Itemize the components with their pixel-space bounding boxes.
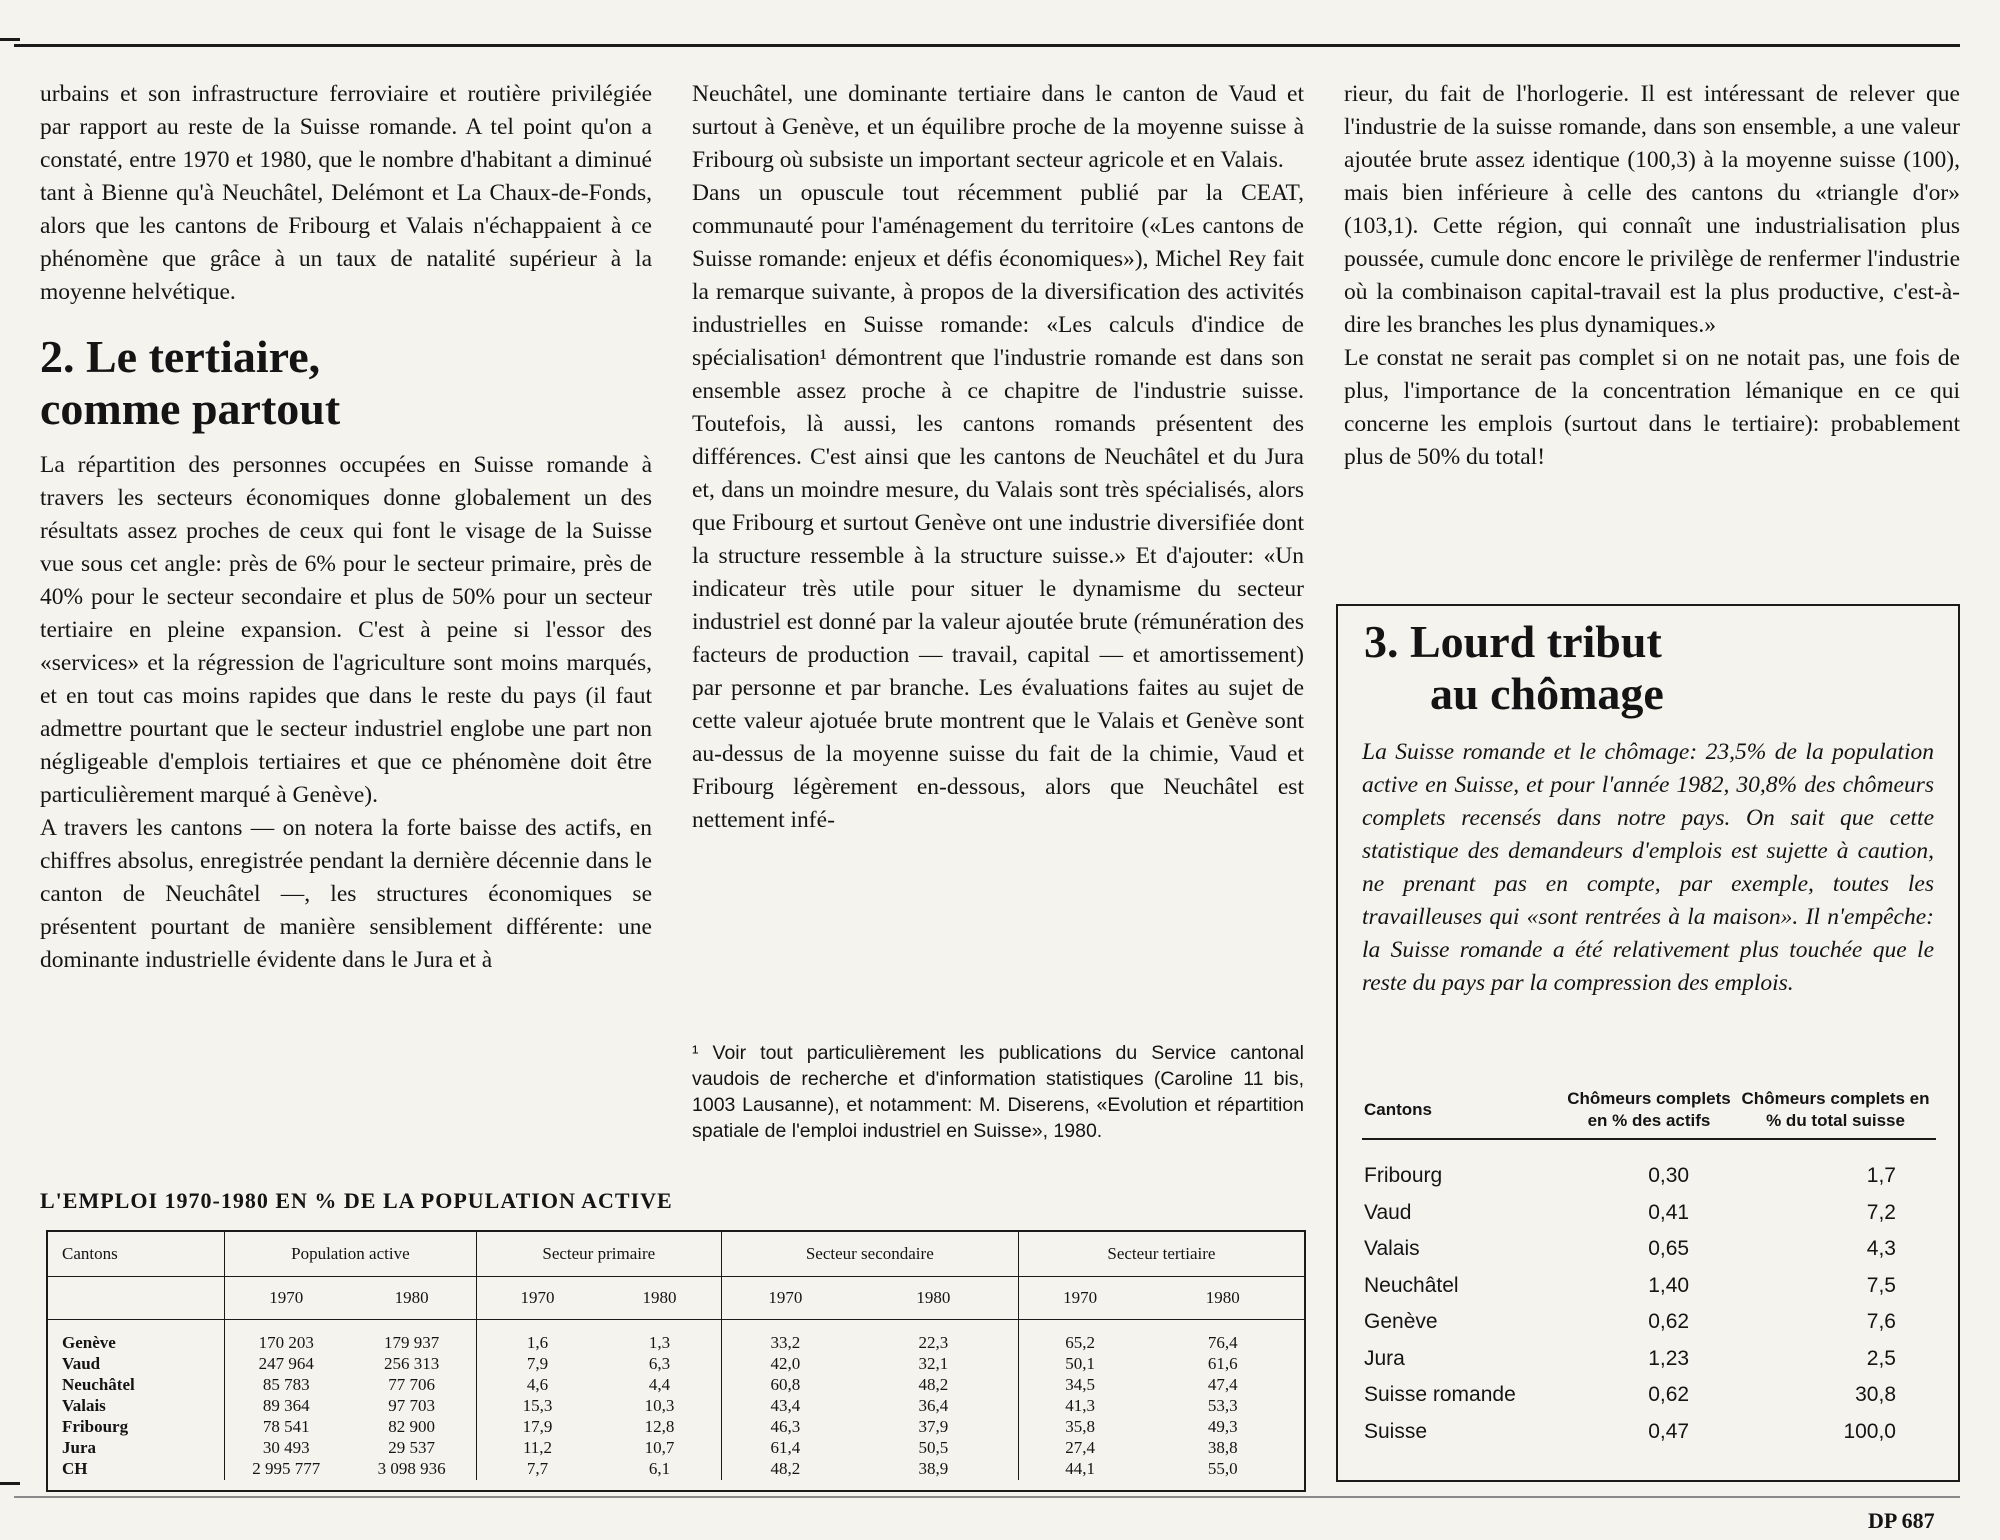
table-row — [1362, 1414, 1936, 1451]
cell-value: 49,3 — [1207, 1417, 1238, 1436]
emploi-year-row — [48, 1277, 1304, 1320]
canton-name: Fribourg — [1364, 1164, 1443, 1188]
column-1-paragraph-2: A travers les cantons — on notera la forte baisse des actifs, en chiffres absolus, enregistrée pendant la dernière décennie dans le canton de Neuchâtel —, les structures économiques se présentent pourtant de manière sensiblement différente: une dominante industrielle évidente dans le Jura et à — [40, 815, 652, 973]
column-2 — [692, 78, 1304, 837]
table-row — [1362, 1377, 1936, 1414]
section-2-heading-line1: 2. Le tertiaire, — [40, 331, 321, 382]
canton-name: Fribourg — [62, 1417, 129, 1436]
cell-value: 1,3 — [648, 1333, 671, 1352]
table-row — [1362, 1231, 1936, 1268]
canton-name: Valais — [1364, 1237, 1420, 1261]
cell-value: 15,3 — [522, 1396, 553, 1415]
footnote-text: ¹ Voir tout particulièrement les publications du Service cantonal vaudois de recherche et d'information statistiques (Caroline 11 bis, 1003 Lausanne), et notamment: M. Diserens, «Evolution et répartition spatiale de l'emploi industriel en Suisse», 1980. — [692, 1042, 1304, 1142]
cell-value: 85 783 — [262, 1375, 310, 1394]
cell-value: 6,3 — [648, 1354, 671, 1373]
canton-name: Vaud — [1364, 1200, 1412, 1224]
cell-value: 65,2 — [1065, 1333, 1096, 1352]
table-row — [1362, 1268, 1936, 1305]
cell-value: 37,9 — [918, 1417, 949, 1436]
canton-name: Genève — [1364, 1310, 1438, 1334]
cell-value: 42,0 — [770, 1354, 801, 1373]
cell-value: 7,9 — [526, 1354, 549, 1373]
cell-value: 78 541 — [262, 1417, 310, 1436]
section-3-heading — [1364, 616, 1958, 720]
page-number: DP 687 — [1868, 1508, 1935, 1533]
section-2-heading — [40, 331, 652, 435]
cell-value: 36,4 — [918, 1396, 949, 1415]
chomage-col-cantons: Cantons — [1362, 1088, 1563, 1139]
chomage-actifs-value: 0,47 — [1648, 1419, 1690, 1443]
table-row — [1362, 1304, 1936, 1341]
cell-value: 6,1 — [648, 1459, 671, 1478]
cell-value: 43,4 — [770, 1396, 801, 1415]
cell-value: 4,4 — [648, 1375, 671, 1394]
cell-value: 55,0 — [1207, 1459, 1238, 1478]
emploi-body — [48, 1320, 1304, 1481]
chomage-total-value: 7,2 — [1866, 1200, 1896, 1224]
emploi-col-cantons: Cantons — [48, 1232, 224, 1277]
column-3-paragraph-1: rieur, du fait de l'horlogerie. Il est intéressant de relever que l'industrie de la suisse romande, dans son ensemble, a une valeur ajoutée brute assez identique (100,3) à la moyenne suisse (100), mais bien inférieure à celle des cantons du «triangle d'or» (103,1). Cette région, qui connaît une industrialisation plus poussée, cumule donc encore le privilège de renfermer l'industrie où la combinaison capital-travail est la plus productive, c'est-à-dire les branches les plus dynamiques.» — [1344, 81, 1960, 338]
chomage-col-total: Chômeurs complets en % du total suisse — [1735, 1088, 1936, 1139]
cell-value: 1,6 — [526, 1333, 549, 1352]
canton-name: Jura — [1364, 1346, 1405, 1370]
canton-name: Neuchâtel — [1364, 1273, 1459, 1297]
emploi-col-population: Population active — [224, 1232, 476, 1277]
cell-value: 2 995 777 — [252, 1459, 321, 1478]
canton-name: Suisse romande — [1364, 1383, 1516, 1407]
cell-value: 44,1 — [1065, 1459, 1096, 1478]
cell-value: 34,5 — [1065, 1375, 1096, 1394]
footnote — [692, 1040, 1304, 1144]
chomage-col-actifs: Chômeurs complets en % des actifs — [1563, 1088, 1735, 1139]
chomage-total-value: 2,5 — [1866, 1346, 1896, 1370]
secondaire-1970-values — [721, 1320, 849, 1481]
cell-value: 53,3 — [1207, 1396, 1238, 1415]
year-1970: 1970 — [224, 1277, 347, 1320]
emploi-col-primaire: Secteur primaire — [476, 1232, 721, 1277]
canton-name: Vaud — [62, 1354, 101, 1373]
column-1-paragraph-1: La répartition des personnes occupées en Suisse romande à travers les secteurs économiques donne globalement un des résultats assez proches de ceux qui font le visage de la Suisse vue sous cet angle: près de 6% pour le secteur primaire, près de 40% pour le secteur secondaire et plus de 50% pour un secteur tertiaire en pleine expansion. C'est à peine si l'essor des «services» et la régression de l'agriculture sont moins marqués, et en tout cas moins rapides que dans le reste du pays (il faut admettre pourtant que le secteur industriel englobe une part non négligeable d'emplois tertiaires et que ce phénomène doit être particulièrement marqué à Genève). — [40, 452, 652, 808]
cell-value: 33,2 — [770, 1333, 801, 1352]
section-3-heading-line2: au chômage — [1430, 668, 1664, 719]
emploi-table — [46, 1230, 1306, 1492]
cell-value: 77 706 — [388, 1375, 436, 1394]
chomage-total-value: 7,5 — [1866, 1273, 1896, 1297]
cell-value: 50,5 — [918, 1438, 949, 1457]
emploi-cantons-list — [48, 1320, 224, 1481]
chomage-actifs-value: 0,65 — [1648, 1237, 1690, 1261]
chomage-box — [1336, 604, 1960, 1482]
year-1980: 1980 — [1141, 1277, 1304, 1320]
chomage-total-value: 30,8 — [1855, 1383, 1896, 1407]
emploi-header-row — [48, 1232, 1304, 1277]
column-3-paragraph-2: Le constat ne serait pas complet si on ne notait pas, une fois de plus, l'importance de la concentration lémanique en ce qui concerne les emplois (surtout dans le tertiaire): probablement plus de 50% du total! — [1344, 345, 1960, 470]
cell-value: 32,1 — [918, 1354, 949, 1373]
cell-value: 61,6 — [1207, 1354, 1238, 1373]
cell-value: 89 364 — [262, 1396, 310, 1415]
bottom-rule — [14, 1496, 1960, 1498]
cell-value: 22,3 — [918, 1333, 949, 1352]
primaire-1980-values — [598, 1320, 721, 1481]
cell-value: 38,9 — [918, 1459, 949, 1478]
cell-value: 48,2 — [770, 1459, 801, 1478]
column-1-intro: urbains et son infrastructure ferroviaire et routière privilégiée par rapport au reste de la Suisse romande. A tel point qu'on a constaté, entre 1970 et 1980, que le nombre d'habitant a diminué tant à Bienne qu'à Neuchâtel, Delémont et La Chaux-de-Fonds, alors que les cantons de Fribourg et Valais n'échappaient à ce phénomène que grâce à un taux de natalité supérieur à la moyenne helvétique. — [40, 81, 652, 305]
tertiaire-1980-values — [1141, 1320, 1304, 1481]
chomage-actifs-value: 0,62 — [1648, 1383, 1690, 1407]
chomage-actifs-value: 1,40 — [1648, 1273, 1690, 1297]
canton-name: Genève — [62, 1333, 116, 1352]
cell-value: 29 537 — [388, 1438, 436, 1457]
cell-value: 35,8 — [1065, 1417, 1096, 1436]
cell-value: 256 313 — [384, 1354, 440, 1373]
cell-value: 17,9 — [522, 1417, 553, 1436]
pop-1970-values — [224, 1320, 347, 1481]
cell-value: 38,8 — [1207, 1438, 1238, 1457]
chomage-total-value: 1,7 — [1866, 1164, 1896, 1188]
chomage-table — [1362, 1088, 1936, 1450]
year-1980: 1980 — [849, 1277, 1018, 1320]
emploi-col-secondaire: Secteur secondaire — [721, 1232, 1018, 1277]
cell-value: 50,1 — [1065, 1354, 1096, 1373]
pop-1980-values — [347, 1320, 476, 1481]
column-2-paragraph-2: Dans un opuscule tout récemment publié par la CEAT, communauté pour l'aménagement du territoire («Les cantons de Suisse romande: enjeux et défis économiques»), Michel Rey fait la remarque suivante, à propos de la diversification des activités industrielles en Suisse romande: «Les calculs d'indice de spécialisation¹ démontrent que l'industrie romande est dans son ensemble assez proche à ce chapitre de l'industrie suisse. Toutefois, là aussi, les cantons romands présentent des différences. C'est ainsi que les cantons de Neuchâtel et du Jura et, dans un moindre mesure, du Valais sont très spécialisés, alors que Fribourg et surtout Genève ont une industrie diversifiée dont la structure ressemble à la structure suisse.» Et d'ajouter: «Un indicateur très utile pour situer le dynamisme du secteur industriel est donné par la valeur ajoutée brute (rémunération des facteurs de production — travail, capital — et amortissement) par personne et par branche. Les évaluations faites au sujet de cette valeur ajotuée brute montrent que le Valais et Genève sont au-dessus de la moyenne suisse du fait de la chimie, Vaud et Fribourg légèrement en-dessous, alors que Neuchâtel est nettement infé- — [692, 180, 1304, 833]
cell-value: 3 098 936 — [377, 1459, 446, 1478]
chomage-actifs-value: 0,62 — [1648, 1310, 1690, 1334]
column-2-paragraph-1: Neuchâtel, une dominante tertiaire dans le canton de Vaud et surtout à Genève, et un équilibre proche de la moyenne suisse à Fribourg où subsiste un important secteur agricole et en Valais. — [692, 81, 1304, 173]
chomage-actifs-value: 1,23 — [1648, 1346, 1690, 1370]
margin-tick — [0, 38, 20, 41]
chomage-actifs-value: 0,41 — [1648, 1200, 1690, 1224]
table-row — [1362, 1139, 1936, 1195]
canton-name: Suisse — [1364, 1419, 1428, 1443]
year-1970: 1970 — [476, 1277, 598, 1320]
canton-name: Valais — [62, 1396, 106, 1415]
canton-name: CH — [62, 1459, 88, 1478]
year-1970: 1970 — [721, 1277, 849, 1320]
year-1980: 1980 — [598, 1277, 721, 1320]
tertiaire-1970-values — [1018, 1320, 1141, 1481]
margin-tick — [0, 1482, 20, 1485]
year-1980: 1980 — [347, 1277, 476, 1320]
emploi-col-tertiaire: Secteur tertiaire — [1018, 1232, 1304, 1277]
chomage-total-value: 4,3 — [1866, 1237, 1896, 1261]
year-1970: 1970 — [1018, 1277, 1141, 1320]
chomage-lead: La Suisse romande et le chômage: 23,5% de la population active en Suisse, et pour l'année 1982, 30,8% des chômeurs complets recensés dans notre pays. On sait que cette statistique des demandeurs d'emplois est sujette à caution, ne prenant pas en compte, par exemple, toutes les travailleuses qui «sont rentrées à la maison». Il n'empêche: la Suisse romande a été relativement plus touchée que le reste du pays par la compression des emplois. — [1362, 739, 1934, 996]
cell-value: 11,2 — [522, 1438, 553, 1457]
cell-value: 41,3 — [1065, 1396, 1096, 1415]
cell-value: 12,8 — [644, 1417, 675, 1436]
primaire-1970-values — [476, 1320, 598, 1481]
cell-value: 27,4 — [1065, 1438, 1096, 1457]
cell-value: 10,7 — [644, 1438, 675, 1457]
secondaire-1980-values — [849, 1320, 1018, 1481]
chomage-total-value: 100,0 — [1843, 1419, 1896, 1443]
chomage-total-value: 7,6 — [1866, 1310, 1896, 1334]
cell-value: 179 937 — [384, 1333, 440, 1352]
cell-value: 10,3 — [644, 1396, 675, 1415]
cell-value: 4,6 — [526, 1375, 549, 1394]
top-rule — [14, 44, 1960, 47]
cell-value: 61,4 — [770, 1438, 801, 1457]
cell-value: 97 703 — [388, 1396, 436, 1415]
canton-name: Jura — [62, 1438, 96, 1457]
section-2-heading-line2: comme partout — [40, 383, 341, 434]
cell-value: 76,4 — [1207, 1333, 1238, 1352]
cell-value: 7,7 — [526, 1459, 549, 1478]
cell-value: 82 900 — [388, 1417, 436, 1436]
cell-value: 48,2 — [918, 1375, 949, 1394]
table-row — [1362, 1341, 1936, 1378]
cell-value: 247 964 — [258, 1354, 314, 1373]
chomage-actifs-value: 0,30 — [1648, 1164, 1690, 1188]
cell-value: 170 203 — [258, 1333, 314, 1352]
table-row — [1362, 1195, 1936, 1232]
cell-value: 30 493 — [262, 1438, 310, 1457]
column-3 — [1344, 78, 1960, 474]
cell-value: 47,4 — [1207, 1375, 1238, 1394]
section-3-heading-line1: 3. Lourd tribut — [1364, 616, 1662, 667]
emploi-table-title: L'EMPLOI 1970-1980 EN % DE LA POPULATION ACTIVE — [40, 1188, 673, 1213]
cell-value: 60,8 — [770, 1375, 801, 1394]
canton-name: Neuchâtel — [62, 1375, 135, 1394]
column-1 — [40, 78, 652, 977]
cell-value: 46,3 — [770, 1417, 801, 1436]
